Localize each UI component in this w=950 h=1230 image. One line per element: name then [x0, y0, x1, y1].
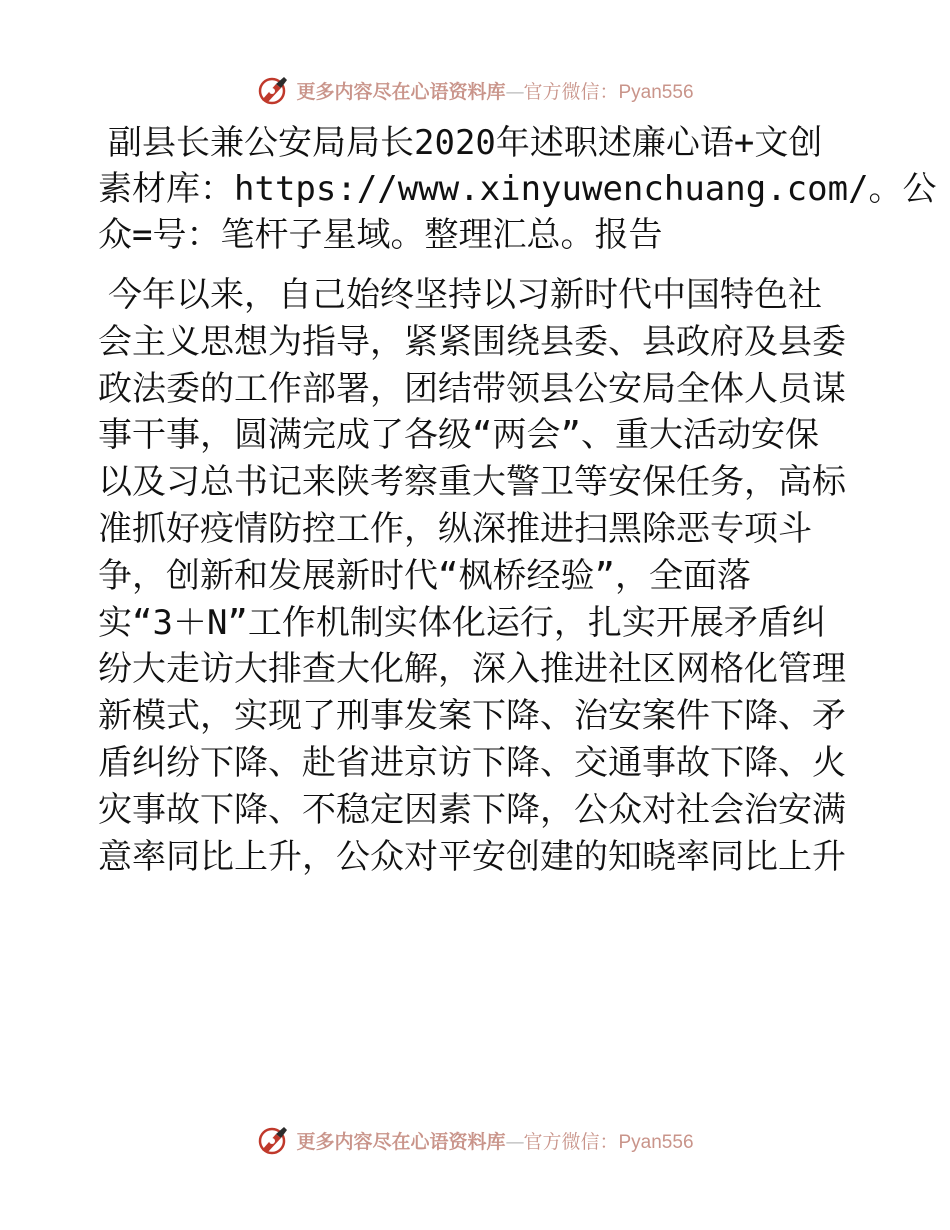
body-line: 事干事，圆满完成了各级“两会”、重大活动安保 — [98, 415, 819, 456]
pen-logo-icon — [256, 1124, 292, 1156]
body-line: 新模式，实现了刑事发案下降、治安案件下降、矛 — [98, 696, 846, 737]
document-body — [98, 272, 850, 880]
banner-slogan: 更多内容尽在心语资料库 — [296, 80, 506, 103]
document-title — [98, 120, 937, 258]
banner-contact: 官方微信：Pyan556 — [523, 81, 694, 103]
banner-separator: — — [505, 80, 524, 103]
body-line: 准抓好疫情防控工作，纵深推进扫黑除恶专项斗 — [98, 508, 812, 549]
body-line: 会主义思想为指导，紧紧围绕县委、县政府及县委 — [98, 321, 846, 362]
body-line: 盾纠纷下降、赴省进京访下降、交通事故下降、火 — [98, 742, 846, 783]
banner-slogan: 更多内容尽在心语资料库 — [296, 1130, 506, 1153]
header-banner — [0, 72, 950, 108]
body-line: 政法委的工作部署，团结带领县公安局全体人员谋 — [98, 368, 846, 409]
body-line: 纷大走访大排查大化解，深入推进社区网格化管理 — [98, 649, 846, 690]
banner-contact: 官方微信：Pyan556 — [523, 1131, 694, 1153]
title-line: 副县长兼公安局局长2020年述职述廉心语+文创 — [108, 123, 823, 163]
document-content — [98, 120, 937, 880]
title-line: 众=号：笔杆子星域。整理汇总。报告 — [98, 215, 663, 255]
title-line: 素材库：https://www.xinyuwenchuang.com/。公 — [98, 169, 937, 209]
body-line: 灾事故下降、不稳定因素下降，公众对社会治安满 — [98, 789, 846, 830]
footer-banner — [0, 1122, 950, 1158]
body-line: 以及习总书记来陕考察重大警卫等安保任务，高标 — [98, 462, 846, 503]
body-line: 实“3＋N”工作机制实体化运行，扎实开展矛盾纠 — [98, 602, 826, 643]
body-line: 意率同比上升，公众对平安创建的知晓率同比上升 — [98, 836, 846, 877]
body-line: 争，创新和发展新时代“枫桥经验”，全面落 — [98, 555, 751, 596]
banner-separator: — — [505, 1130, 524, 1153]
pen-logo-icon — [256, 74, 292, 106]
body-line: 今年以来，自己始终坚持以习新时代中国特色社 — [108, 275, 822, 315]
